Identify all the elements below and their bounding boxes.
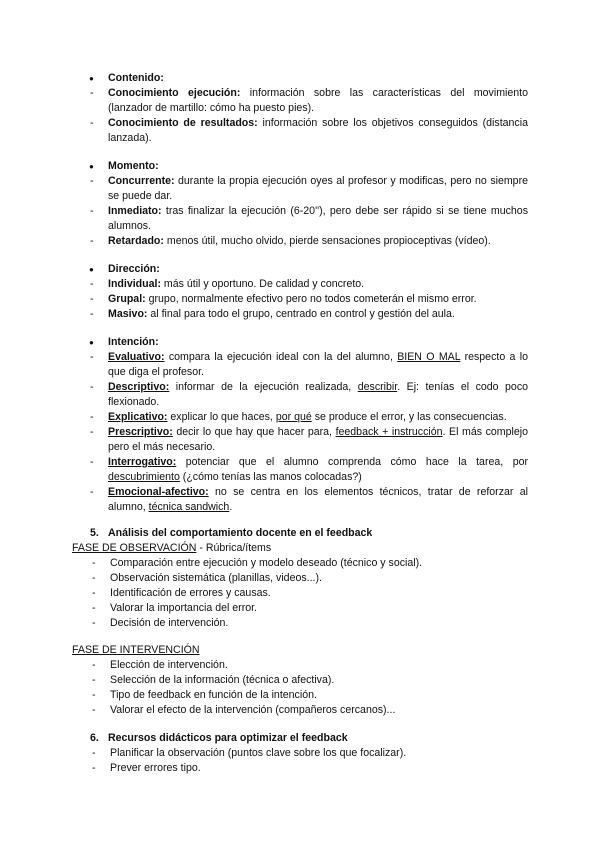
list-item: - Inmediato: tras finalizar la ejecución (6-20''), pero debe ser rápido si se tiene muchos alumnos. [90, 205, 528, 232]
list-item: - Valorar el efecto de la intervención (compañeros cercanos)... [92, 704, 396, 716]
list-item: - Descriptivo: informar de la ejecución realizada, describir. Ej: tenías el codo poco flexionado. [90, 381, 529, 408]
fase-observacion [72, 541, 528, 631]
list-item: - Prescriptivo: decir lo que hay que hacer para, feedback + instrucción. El más complejo pero el más necesario. [90, 426, 528, 453]
section-direccion [72, 262, 528, 322]
list-item: - Grupal: grupo, normalmente efectivo pero no todos cometerán el mismo error. [90, 293, 477, 305]
bullet-icon: ● [89, 74, 94, 83]
list-item: - Decisión de intervención. [92, 617, 229, 629]
list-item: - Tipo de feedback en función de la intención. [92, 689, 317, 701]
list-item: - Selección de la información (técnica o afectiva). [92, 674, 335, 686]
list-item: - Identificación de errores y causas. [92, 587, 271, 599]
list-item: - Planificar la observación (puntos clave sobre los que focalizar). [92, 747, 407, 759]
list-item: - Emocional-afectivo: no se centra en los elementos técnicos, tratar de reforzar al alumno, técnica sandwich. [90, 486, 528, 513]
list-item: - Valorar la importancia del error. [92, 602, 258, 614]
list-item: - Conocimiento ejecución: información sobre las características del movimiento (lanzador de martillo: cómo ha puesto pies). [90, 87, 528, 114]
section-title: Recursos didácticos para optimizar el feedback [108, 732, 348, 744]
list-item: - Explicativo: explicar lo que haces, por qué se produce el error, y las consecuencias. [90, 411, 507, 423]
list-item: - Conocimiento de resultados: información sobre los objetivos conseguidos (distancia lanzada). [90, 117, 528, 144]
list-item: - Elección de intervención. [92, 659, 228, 671]
heading-contenido: ● Contenido: [89, 72, 164, 84]
section-momento [72, 159, 528, 249]
bullet-icon: ● [89, 162, 94, 171]
section-6: 6. Recursos didácticos para optimizar el feedback - Planificar la observación (puntos clave sobre los que focalizar). - Prever errores tipo. [72, 731, 528, 776]
bullet-icon: ● [89, 338, 94, 347]
list-item: - Evaluativo: compara la ejecución ideal con la del alumno, BIEN O MAL respecto a lo que diga el profesor. [90, 351, 528, 378]
section-5-heading: 5. Análisis del comportamiento docente en el feedback [72, 526, 528, 541]
list-item: - Observación sistemática (planillas, videos...). [92, 572, 322, 584]
section-contenido [72, 71, 528, 146]
list-item: - Concurrente: durante la propia ejecución oyes al profesor y modificas, pero no siempre se puede dar. [90, 175, 528, 202]
phase-label: FASE DE OBSERVACIÓN - Rúbrica/ítems [72, 542, 272, 554]
heading-intencion: ● Intención: [89, 336, 159, 348]
list-item: - Individual: más útil y oportuno. De calidad y concreto. [90, 278, 365, 290]
heading-momento: ● Momento: [89, 160, 159, 172]
section-title: Análisis del comportamiento docente en el feedback [108, 527, 373, 539]
heading-direccion: ● Dirección: [89, 263, 160, 275]
fase-intervencion [72, 643, 528, 718]
section-intencion [72, 335, 528, 515]
bullet-icon: ● [89, 265, 94, 274]
list-item: - Comparación entre ejecución y modelo deseado (técnico y social). [92, 557, 423, 569]
list-item: - Retardado: menos útil, mucho olvido, pierde sensaciones propioceptivas (vídeo). [90, 235, 491, 247]
list-item: - Interrogativo: potenciar que el alumno comprenda cómo hace la tarea, por descubrimiento (¿cómo tenías las manos colocadas?) [90, 456, 528, 483]
list-item: - Masivo: al final para todo el grupo, centrado en control y gestión del aula. [90, 308, 455, 320]
phase-label: FASE DE INTERVENCIÓN [72, 644, 200, 656]
list-item: - Prever errores tipo. [92, 762, 201, 774]
